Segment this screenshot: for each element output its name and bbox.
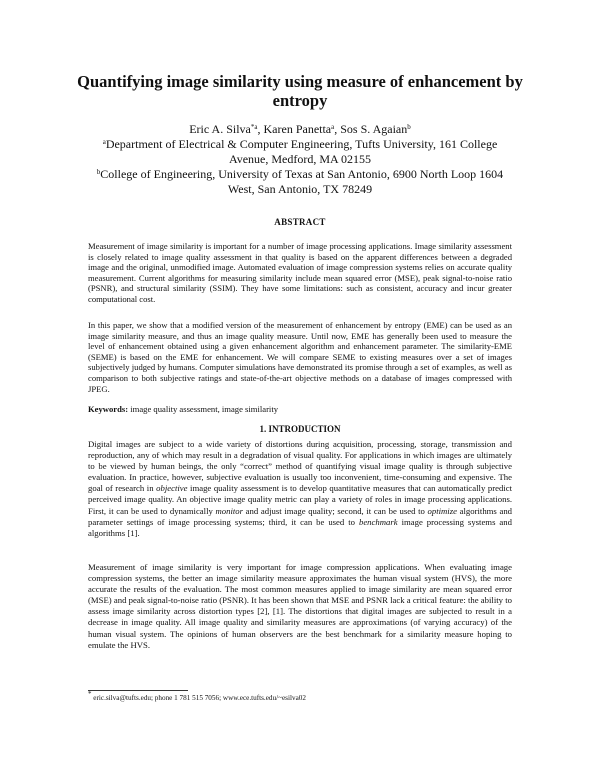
- intro-text: image processing systems and algorithms [1].: [88, 516, 512, 538]
- abstract-paragraph-2: In this paper, we show that a modified version of the measurement of enhancement by entropy (EME) can be used as an image similarity measure, and thus an image quality measure. Until now, EME has generally been used to measure the level of enhancement obtained using a given enhancement algorithm and enhancement parameter. The similarity-EME (SEME) is based on the EME for enhancement. We will compare SEME to existing measures over a set of images subjectively judged by humans. Computer simulations have demonstrated its promise through a set of examples, as well as comparison to both subjective ratings and state-of-the-art objective methods on a database of images compressed with JPEG.: [88, 320, 512, 394]
- affiliation-b: [95, 167, 505, 197]
- author-affiliation-mark: a: [331, 123, 335, 131]
- section-heading-introduction: 1. INTRODUCTION: [259, 424, 341, 434]
- author-affiliation-mark: *a: [250, 123, 258, 131]
- affiliation-mark: b: [96, 168, 101, 176]
- abstract-heading: ABSTRACT: [274, 217, 326, 227]
- keywords-text: image quality assessment, image similarity: [130, 404, 279, 414]
- intro-text: image quality assessment is to develop quantitative measures that can automatically predict perceived image quality. An objective image quality metric can play a variety of roles in image processing applications. First, it can be used to dynamically: [88, 483, 512, 516]
- affiliation-text: Department of Electrical & Computer Engineering, Tufts University, 161 College Avenue, Medford, MA 02155: [105, 137, 498, 166]
- author-affiliation-mark: b: [407, 123, 411, 131]
- affiliation-text: College of Engineering, University of Texas at San Antonio, 6900 North Loop 1604 West, San Antonio, TX 78249: [100, 167, 504, 196]
- affiliation-a: [95, 137, 505, 167]
- footnote: [88, 690, 512, 703]
- abstract-paragraph-1: Measurement of image similarity is important for a number of image processing applications. Image similarity assessment is closely related to image quality assessment in that quality is based on the apparent differences between a degraded image and the original, unmodified image. Automated evaluation of image compression systems relies on accurate quality measurement. Current algorithms for measuring similarity include mean squared error (MSE), peak signal-to-noise ratio (PSNR), and structural similarity (SSIM). They have some limitations: such as consistent, accuracy and incur greater computational cost.: [88, 241, 512, 304]
- intro-emphasis: objective: [156, 483, 188, 494]
- footnote-text: eric.silva@tufts.edu; phone 1 781 515 7056; www.ece.tufts.edu/~esilva02: [93, 694, 306, 702]
- author-line: [60, 122, 540, 137]
- affiliation-mark: a: [102, 138, 106, 146]
- intro-emphasis: optimize: [427, 505, 457, 516]
- intro-emphasis: benchmark: [358, 516, 398, 527]
- intro-text: Digital images are subject to a wide variety of distortions during acquisition, processing, storage, transmission and reproduction, any of which may result in a degradation of visual quality. For applications in which images are ultimately to be viewed by human beings, the only “correct” method of quantifying visual image quality is through subjective evaluation. In practice, however, subjective evaluation is usually too inconvenient, time-consuming and expensive. The goal of research in: [88, 439, 512, 494]
- author-name: Sos S. Agaian: [340, 122, 408, 136]
- keywords-label: Keywords:: [88, 404, 129, 414]
- intro-emphasis: monitor: [215, 505, 244, 516]
- author-name: Karen Panetta: [263, 122, 332, 136]
- intro-paragraph-1: [88, 439, 512, 539]
- intro-text: and adjust image quality; second, it can be used to: [243, 505, 428, 516]
- keywords: [88, 404, 512, 415]
- author-name: Eric A. Silva: [189, 122, 251, 136]
- author-separator: ,: [334, 122, 341, 136]
- paper-title: Quantifying image similarity using measure of enhancement by entropy: [77, 72, 523, 110]
- intro-paragraph-2: Measurement of image similarity is very important for image compression applications. When evaluating image compression systems, the better an image similarity measure approximates the human visual system (HVS), the more accurate the results of the evaluation. The most common measures applied to image similarity are mean squared error (MSE) and peak signal-to-noise ratio (PSNR). It has been shown that MSE and PSNR lack a critical feature: the ability to assess image similarity across distortion types [2], [1]. The distortions that digital images are subjected to result in a decrease in image quality. All image quality and similarity measures are approximations (of varying accuracy) of the human visual system. The opinions of human observers are the best benchmark for a similarity measure hoping to emulate the HVS.: [88, 562, 512, 650]
- footnote-mark: *: [88, 690, 92, 698]
- intro-text: algorithms and parameter settings of image processing systems; third, it can be used to: [88, 505, 513, 527]
- footnote-divider: [88, 690, 188, 691]
- author-separator: ,: [257, 122, 264, 136]
